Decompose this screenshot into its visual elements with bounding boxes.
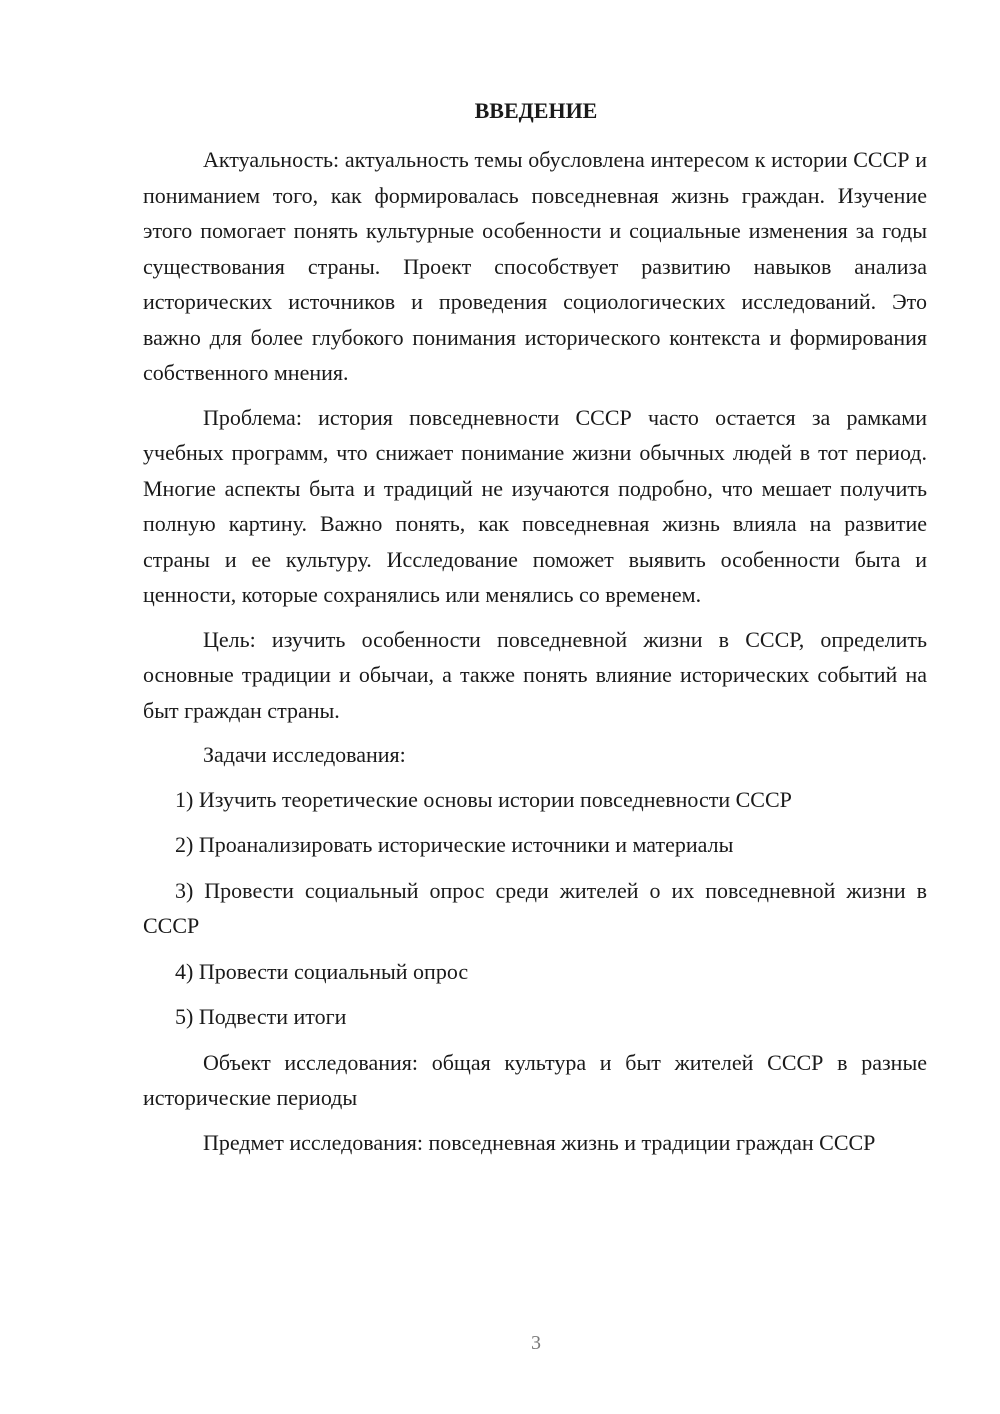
paragraph-goal: Цель: изучить особенности повседневной жизни в СССР, определить основные традиции и обычаи, а также понять влияние исторических событий на быт граждан страны. [143, 626, 927, 723]
page-number: 3 [531, 1332, 541, 1354]
task-item: 2) Проанализировать исторические источники и материалы [175, 832, 734, 857]
paragraph-problem: Проблема: история повседневности СССР часто остается за рамками учебных программ, что снижает понимание жизни обычных людей в тот период. Многие аспекты быта и традиций не изучаются подробно, что мешает получить полную картину. Важно понять, как повседневная жизнь влияла на развитие страны и ее культуру. Исследование поможет выявить особенности быта и ценности, которые сохранялись или менялись со временем. [143, 404, 927, 607]
task-item: 4) Провести социальный опрос [175, 958, 469, 984]
paragraph-object: Объект исследования: общая культура и быт жителей СССР в разные исторические периоды [143, 1049, 927, 1110]
paragraph-relevance: Актуальность: актуальность темы обусловлена интересом к истории СССР и пониманием того, как формировалась повседневная жизнь граждан. Изучение этого помогает понять культурные особенности и социальные изменения за годы существования страны. Проект способствует развитию навыков анализа исторических источников и проведения социологических исследований. Это важно для более глубокого понимания исторического контекста и формирования собственного мнения. [143, 147, 927, 385]
paragraph-tasks-heading: Задачи исследования: [203, 742, 406, 767]
section-title: ВВЕДЕНИЕ [474, 98, 598, 123]
task-item: 5) Подвести итоги [175, 1004, 347, 1029]
body-text [143, 142, 927, 1169]
task-item: 1) Изучить теоретические основы истории повседневности СССР [175, 786, 792, 812]
paragraph-subject: Предмет исследования: повседневная жизнь и традиции граждан СССР [203, 1129, 876, 1155]
task-item: 3) Провести социальный опрос среди жителей о их повседневной жизни в СССР [143, 877, 927, 938]
